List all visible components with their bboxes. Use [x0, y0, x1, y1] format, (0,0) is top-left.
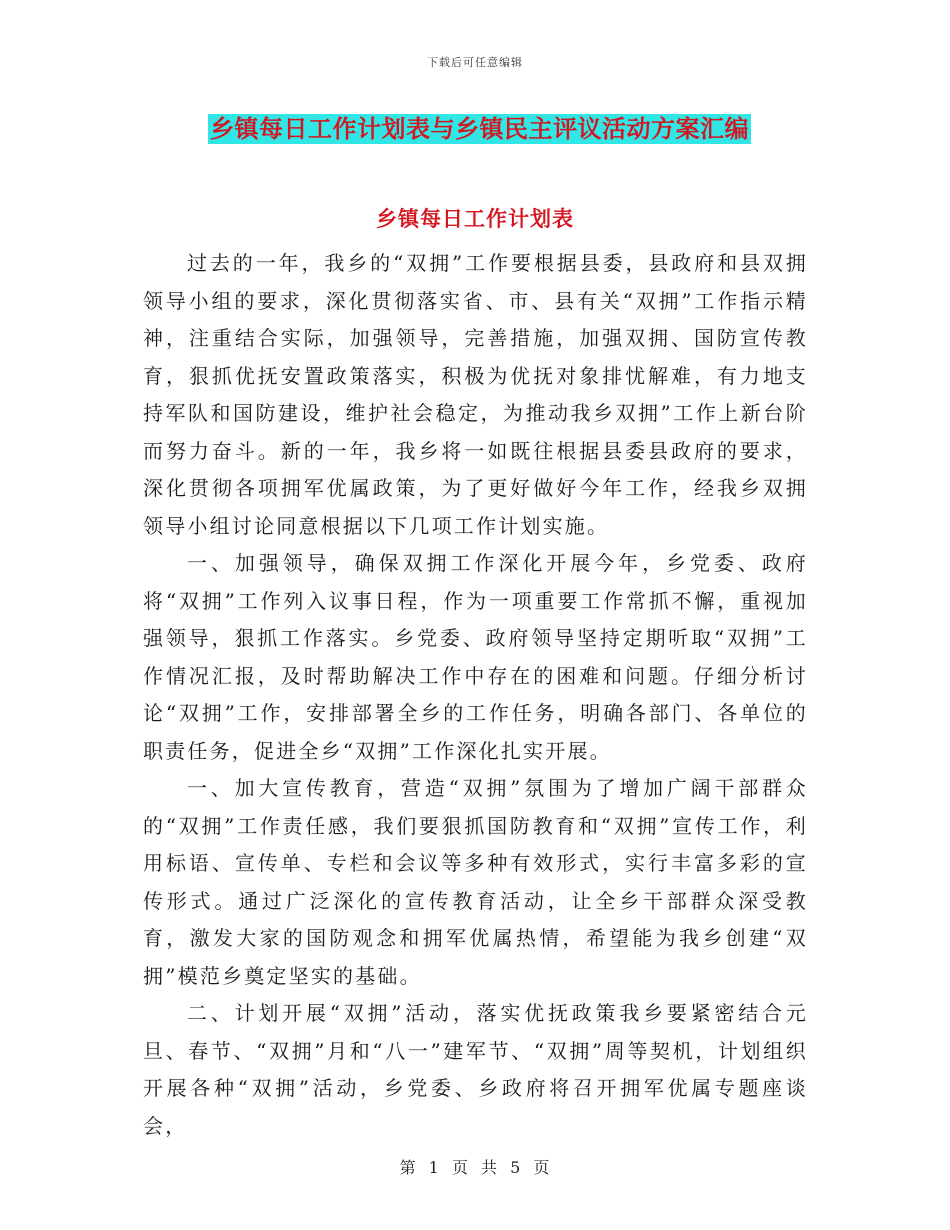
document-body	[143, 245, 808, 1145]
paragraph-publicity: 一、加大宣传教育，营造“双拥”氛围为了增加广阔干部群众的“双拥”工作责任感，我们要狠抓国防教育和“双拥”宣传工作，利用标语、宣传单、专栏和会议等多种有效形式，实行丰富多彩的宣传形式。通过广泛深化的宣传教育活动，让全乡干部群众深受教育，激发大家的国防观念和拥军优属热情，希望能为我乡创建“双拥”模范乡奠定坚实的基础。	[143, 776, 808, 988]
paragraph-intro: 过去的一年，我乡的“双拥”工作要根据县委，县政府和县双拥领导小组的要求，深化贯彻落实省、市、县有关“双拥”工作指示精神，注重结合实际，加强领导，完善措施，加强双拥、国防宣传教育，狠抓优抚安置政策落实，积极为优抚对象排忧解难，有力地支持军队和国防建设，维护社会稳定，为推动我乡双拥”工作上新台阶而努力奋斗。新的一年，我乡将一如既往根据县委县政府的要求，深化贯彻各项拥军优属政策，为了更好做好今年工作，经我乡双拥领导小组讨论同意根据以下几项工作计划实施。	[143, 251, 808, 538]
document-title: 乡镇每日工作计划表与乡镇民主评议活动方案汇编	[210, 114, 749, 143]
paragraph-leadership: 一、加强领导，确保双拥工作深化开展今年，乡党委、政府将“双拥”工作列入议事日程，作为一项重要工作常抓不懈，重视加强领导，狠抓工作落实。乡党委、政府领导坚持定期听取“双拥”工作情况汇报，及时帮助解决工作中存在的困难和问题。仔细分析讨论“双拥”工作，安排部署全乡的工作任务，明确各部门、各单位的职责任务，促进全乡“双拥”工作深化扎实开展。	[143, 551, 808, 763]
header-note: 下载后可任意编辑	[427, 56, 523, 69]
paragraph-activities: 二、计划开展“双拥”活动，落实优抚政策我乡要紧密结合元旦、春节、“双拥”月和“八一”建军节、“双拥”周等契机，计划组织开展各种“双拥”活动，乡党委、乡政府将召开拥军优属专题座谈会，	[143, 1001, 808, 1138]
page-footer: 第 1 页 共 5 页	[399, 1158, 551, 1177]
section-title: 乡镇每日工作计划表	[376, 206, 574, 231]
